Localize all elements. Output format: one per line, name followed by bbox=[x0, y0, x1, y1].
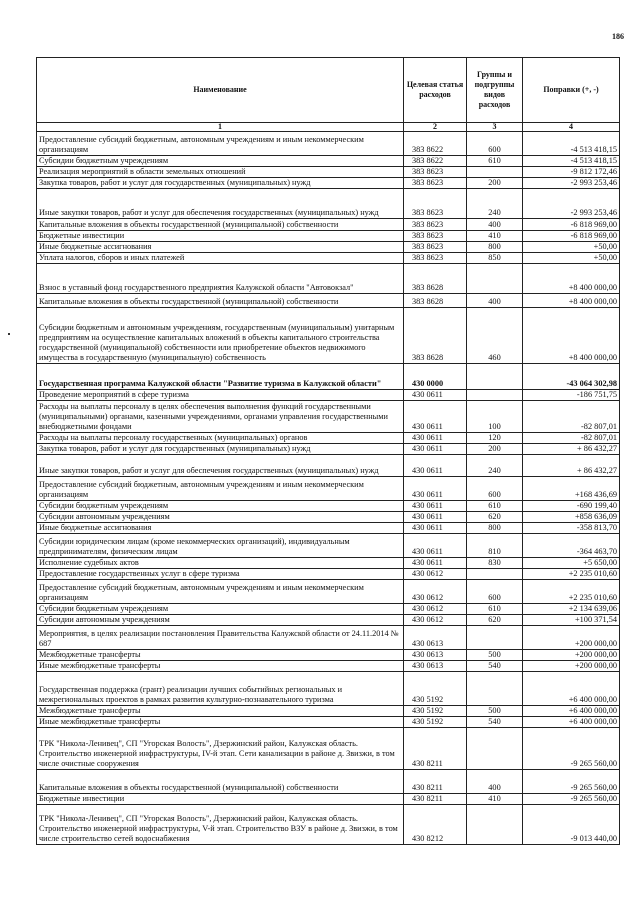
header-code: Целевая статья расходов bbox=[404, 58, 467, 123]
row-name-cell: Иные закупки товаров, работ и услуг для обеспечения государственных (муниципальных) нужд bbox=[37, 189, 404, 219]
row-group-cell bbox=[467, 390, 523, 401]
row-name-cell: ТРК "Никола-Ленивец", СП "Угорская Волость", Дзержинский район, Калужская область. Строительство инженерной инфраструктуры, IV-й этап. Сети канализации в районе д. Звизжи, в том числе очистные сооружения bbox=[37, 728, 404, 770]
row-code-cell: 430 8212 bbox=[404, 805, 467, 845]
row-name-cell: Уплата налогов, сборов и иных платежей bbox=[37, 253, 404, 264]
header-amendment: Поправки (+, -) bbox=[523, 58, 620, 123]
row-group-cell: 400 bbox=[467, 219, 523, 231]
row-name-cell: Предоставление субсидий бюджетным, автономным учреждениям и иным некоммерческим организациям bbox=[37, 477, 404, 501]
row-amount-cell: +50,00 bbox=[523, 253, 620, 264]
budget-amendments-table bbox=[36, 57, 620, 845]
table-row bbox=[37, 231, 620, 242]
row-group-cell bbox=[467, 569, 523, 580]
row-amount-cell: -43 064 302,98 bbox=[523, 364, 620, 390]
row-group-cell: 410 bbox=[467, 794, 523, 805]
table-row bbox=[37, 477, 620, 501]
row-code-cell: 430 0611 bbox=[404, 444, 467, 455]
header-name: Наименование bbox=[37, 58, 404, 123]
row-code-cell: 383 8623 bbox=[404, 253, 467, 264]
row-code-cell: 430 0000 bbox=[404, 364, 467, 390]
row-name-cell: Взнос в уставный фонд государственного предприятия Калужской области "Автовокзал" bbox=[37, 264, 404, 294]
row-amount-cell: -4 513 418,15 bbox=[523, 156, 620, 167]
row-group-cell: 400 bbox=[467, 770, 523, 794]
row-amount-cell: -9 013 440,00 bbox=[523, 805, 620, 845]
table-row bbox=[37, 717, 620, 728]
row-name-cell: Бюджетные инвестиции bbox=[37, 231, 404, 242]
row-code-cell: 430 0611 bbox=[404, 455, 467, 477]
row-group-cell: 240 bbox=[467, 189, 523, 219]
row-name-cell: Иные закупки товаров, работ и услуг для обеспечения государственных (муниципальных) нужд bbox=[37, 455, 404, 477]
row-amount-cell: -2 993 253,46 bbox=[523, 189, 620, 219]
table-row bbox=[37, 253, 620, 264]
table-row bbox=[37, 794, 620, 805]
row-amount-cell: +8 400 000,00 bbox=[523, 294, 620, 308]
stray-mark bbox=[8, 333, 10, 335]
row-code-cell: 383 8623 bbox=[404, 231, 467, 242]
table-row bbox=[37, 706, 620, 717]
table-row bbox=[37, 132, 620, 156]
row-code-cell: 383 8623 bbox=[404, 178, 467, 189]
row-group-cell: 610 bbox=[467, 604, 523, 615]
table-row bbox=[37, 650, 620, 661]
row-code-cell: 430 0612 bbox=[404, 580, 467, 604]
row-name-cell: Межбюджетные трансферты bbox=[37, 706, 404, 717]
row-amount-cell: -6 818 969,00 bbox=[523, 231, 620, 242]
row-group-cell: 850 bbox=[467, 253, 523, 264]
row-group-cell: 540 bbox=[467, 717, 523, 728]
row-code-cell: 430 5192 bbox=[404, 717, 467, 728]
row-group-cell: 410 bbox=[467, 231, 523, 242]
row-amount-cell: -9 812 172,46 bbox=[523, 167, 620, 178]
row-code-cell: 383 8628 bbox=[404, 308, 467, 364]
table-row bbox=[37, 308, 620, 364]
row-amount-cell: +2 134 639,06 bbox=[523, 604, 620, 615]
table-row bbox=[37, 294, 620, 308]
row-amount-cell: +50,00 bbox=[523, 242, 620, 253]
row-code-cell: 430 0613 bbox=[404, 650, 467, 661]
row-amount-cell: +200 000,00 bbox=[523, 650, 620, 661]
table-row bbox=[37, 401, 620, 433]
table-row bbox=[37, 615, 620, 626]
row-name-cell: Субсидии юридическим лицам (кроме некоммерческих организаций), индивидуальным предпринимателям, физическим лицам bbox=[37, 534, 404, 558]
row-amount-cell: +8 400 000,00 bbox=[523, 308, 620, 364]
row-code-cell: 430 5192 bbox=[404, 706, 467, 717]
row-amount-cell: + 86 432,27 bbox=[523, 455, 620, 477]
row-name-cell: ТРК "Никола-Ленивец", СП "Угорская Волость", Дзержинский район, Калужская область. Строительство инженерной инфраструктуры, V-й этап. Строительство ВЗУ в районе д. Звизжи, в том числе строительство сетей водоснабжения bbox=[37, 805, 404, 845]
row-code-cell: 383 8623 bbox=[404, 242, 467, 253]
row-group-cell: 800 bbox=[467, 242, 523, 253]
row-name-cell: Субсидии бюджетным учреждениям bbox=[37, 501, 404, 512]
row-code-cell: 383 8623 bbox=[404, 189, 467, 219]
row-group-cell bbox=[467, 167, 523, 178]
row-amount-cell: -358 813,70 bbox=[523, 523, 620, 534]
row-group-cell: 620 bbox=[467, 615, 523, 626]
table-row bbox=[37, 264, 620, 294]
row-group-cell bbox=[467, 728, 523, 770]
row-code-cell: 383 8628 bbox=[404, 264, 467, 294]
row-group-cell bbox=[467, 364, 523, 390]
row-name-cell: Закупка товаров, работ и услуг для государственных (муниципальных) нужд bbox=[37, 444, 404, 455]
row-group-cell bbox=[467, 672, 523, 706]
row-code-cell: 430 0612 bbox=[404, 569, 467, 580]
row-amount-cell: -82 807,01 bbox=[523, 401, 620, 433]
row-name-cell: Капитальные вложения в объекты государственной (муниципальной) собственности bbox=[37, 219, 404, 231]
row-name-cell: Межбюджетные трансферты bbox=[37, 650, 404, 661]
row-group-cell: 800 bbox=[467, 523, 523, 534]
row-name-cell: Предоставление государственных услуг в сфере туризма bbox=[37, 569, 404, 580]
row-code-cell: 430 0611 bbox=[404, 433, 467, 444]
table-row bbox=[37, 444, 620, 455]
row-name-cell: Бюджетные инвестиции bbox=[37, 794, 404, 805]
row-amount-cell: +6 400 000,00 bbox=[523, 672, 620, 706]
row-amount-cell: +100 371,54 bbox=[523, 615, 620, 626]
row-amount-cell: -9 265 560,00 bbox=[523, 728, 620, 770]
table-row bbox=[37, 569, 620, 580]
header-row bbox=[37, 58, 620, 123]
row-amount-cell: -364 463,70 bbox=[523, 534, 620, 558]
row-group-cell: 200 bbox=[467, 178, 523, 189]
table-row bbox=[37, 364, 620, 390]
table-row bbox=[37, 626, 620, 650]
row-code-cell: 430 5192 bbox=[404, 672, 467, 706]
row-name-cell: Субсидии автономным учреждениям bbox=[37, 512, 404, 523]
column-number: 3 bbox=[467, 123, 523, 132]
table-row bbox=[37, 242, 620, 253]
page-number: 186 bbox=[612, 32, 624, 41]
table-body bbox=[37, 132, 620, 845]
row-amount-cell: +8 400 000,00 bbox=[523, 264, 620, 294]
table-row bbox=[37, 390, 620, 401]
row-group-cell: 540 bbox=[467, 661, 523, 672]
table-row bbox=[37, 433, 620, 444]
row-name-cell: Субсидии бюджетным и автономным учреждениям, государственным (муниципальным) унитарным предприятиям на осуществление капитальных вложений в объекты капитального строительства государственной (муниципальной) собственности или приобретение объектов недвижимого имущества в государственную (муниципальную) собственность bbox=[37, 308, 404, 364]
row-group-cell: 620 bbox=[467, 512, 523, 523]
row-name-cell: Капитальные вложения в объекты государственной (муниципальной) собственности bbox=[37, 294, 404, 308]
row-group-cell: 460 bbox=[467, 308, 523, 364]
row-group-cell: 100 bbox=[467, 401, 523, 433]
row-code-cell: 430 0612 bbox=[404, 615, 467, 626]
row-name-cell: Иные бюджетные ассигнования bbox=[37, 242, 404, 253]
row-group-cell: 240 bbox=[467, 455, 523, 477]
row-name-cell: Предоставление субсидий бюджетным, автономным учреждениям и иным некоммерческим организациям bbox=[37, 132, 404, 156]
row-code-cell: 383 8623 bbox=[404, 219, 467, 231]
row-amount-cell: -6 818 969,00 bbox=[523, 219, 620, 231]
row-code-cell: 383 8628 bbox=[404, 294, 467, 308]
row-amount-cell: -9 265 560,00 bbox=[523, 770, 620, 794]
row-amount-cell: +858 636,09 bbox=[523, 512, 620, 523]
row-code-cell: 383 8623 bbox=[404, 167, 467, 178]
row-name-cell: Закупка товаров, работ и услуг для государственных (муниципальных) нужд bbox=[37, 178, 404, 189]
table-row bbox=[37, 534, 620, 558]
row-amount-cell: -186 751,75 bbox=[523, 390, 620, 401]
table-row bbox=[37, 728, 620, 770]
table-row bbox=[37, 189, 620, 219]
row-amount-cell: +168 436,69 bbox=[523, 477, 620, 501]
table-row bbox=[37, 558, 620, 569]
row-name-cell: Расходы на выплаты персоналу государственных (муниципальных) органов bbox=[37, 433, 404, 444]
row-name-cell: Реализация мероприятий в области земельных отношений bbox=[37, 167, 404, 178]
table-row bbox=[37, 770, 620, 794]
row-name-cell: Мероприятия, в целях реализации постановления Правительства Калужской области от 24.11.2014 № 687 bbox=[37, 626, 404, 650]
row-code-cell: 383 8622 bbox=[404, 132, 467, 156]
row-group-cell: 610 bbox=[467, 156, 523, 167]
table-row bbox=[37, 580, 620, 604]
row-amount-cell: -4 513 418,15 bbox=[523, 132, 620, 156]
header-group: Группы и подгруппы видов расходов bbox=[467, 58, 523, 123]
row-amount-cell: -690 199,40 bbox=[523, 501, 620, 512]
row-name-cell: Исполнение судебных актов bbox=[37, 558, 404, 569]
row-code-cell: 430 0612 bbox=[404, 604, 467, 615]
row-name-cell: Капитальные вложения в объекты государственной (муниципальной) собственности bbox=[37, 770, 404, 794]
row-amount-cell: +6 400 000,00 bbox=[523, 706, 620, 717]
row-code-cell: 430 0611 bbox=[404, 512, 467, 523]
row-name-cell: Предоставление субсидий бюджетным, автономным учреждениям и иным некоммерческим организациям bbox=[37, 580, 404, 604]
row-code-cell: 430 8211 bbox=[404, 794, 467, 805]
row-name-cell: Проведение мероприятий в сфере туризма bbox=[37, 390, 404, 401]
table-row bbox=[37, 805, 620, 845]
column-number: 1 bbox=[37, 123, 404, 132]
row-name-cell: Государственная программа Калужской области "Развитие туризма в Калужской области" bbox=[37, 364, 404, 390]
row-code-cell: 430 0611 bbox=[404, 477, 467, 501]
row-group-cell: 200 bbox=[467, 444, 523, 455]
row-name-cell: Государственная поддержка (грант) реализации лучших событийных региональных и межрегиональных проектов в рамках развития культурно-познавательного туризма bbox=[37, 672, 404, 706]
row-group-cell: 830 bbox=[467, 558, 523, 569]
row-group-cell: 120 bbox=[467, 433, 523, 444]
row-name-cell: Субсидии автономным учреждениям bbox=[37, 615, 404, 626]
table-row bbox=[37, 661, 620, 672]
row-amount-cell: -2 993 253,46 bbox=[523, 178, 620, 189]
row-code-cell: 430 0613 bbox=[404, 661, 467, 672]
row-amount-cell: +2 235 010,60 bbox=[523, 569, 620, 580]
row-amount-cell: +5 650,00 bbox=[523, 558, 620, 569]
row-group-cell: 810 bbox=[467, 534, 523, 558]
row-amount-cell: +6 400 000,00 bbox=[523, 717, 620, 728]
row-amount-cell: +2 235 010,60 bbox=[523, 580, 620, 604]
row-code-cell: 383 8622 bbox=[404, 156, 467, 167]
row-code-cell: 430 0611 bbox=[404, 501, 467, 512]
row-code-cell: 430 0611 bbox=[404, 534, 467, 558]
row-name-cell: Иные межбюджетные трансферты bbox=[37, 661, 404, 672]
row-name-cell: Расходы на выплаты персоналу в целях обеспечения выполнения функций государственными (муниципальными) органами, казенными учреждениями, органами управления государственными внебюджетными фондами bbox=[37, 401, 404, 433]
row-group-cell: 600 bbox=[467, 132, 523, 156]
table-row bbox=[37, 178, 620, 189]
row-group-cell: 600 bbox=[467, 580, 523, 604]
row-group-cell bbox=[467, 264, 523, 294]
row-group-cell: 500 bbox=[467, 650, 523, 661]
row-code-cell: 430 0613 bbox=[404, 626, 467, 650]
table-row bbox=[37, 604, 620, 615]
column-number: 4 bbox=[523, 123, 620, 132]
row-group-cell: 600 bbox=[467, 477, 523, 501]
row-name-cell: Иные бюджетные ассигнования bbox=[37, 523, 404, 534]
row-group-cell: 500 bbox=[467, 706, 523, 717]
column-number-row bbox=[37, 123, 620, 132]
row-code-cell: 430 8211 bbox=[404, 770, 467, 794]
row-name-cell: Субсидии бюджетным учреждениям bbox=[37, 604, 404, 615]
row-code-cell: 430 0611 bbox=[404, 401, 467, 433]
row-amount-cell: +200 000,00 bbox=[523, 626, 620, 650]
row-code-cell: 430 0611 bbox=[404, 558, 467, 569]
table-row bbox=[37, 219, 620, 231]
table-row bbox=[37, 512, 620, 523]
row-name-cell: Иные межбюджетные трансферты bbox=[37, 717, 404, 728]
row-code-cell: 430 0611 bbox=[404, 523, 467, 534]
column-number: 2 bbox=[404, 123, 467, 132]
table-row bbox=[37, 455, 620, 477]
row-amount-cell: -82 807,01 bbox=[523, 433, 620, 444]
table-row bbox=[37, 501, 620, 512]
row-code-cell: 430 8211 bbox=[404, 728, 467, 770]
table-row bbox=[37, 523, 620, 534]
table-row bbox=[37, 672, 620, 706]
row-group-cell bbox=[467, 805, 523, 845]
row-code-cell: 430 0611 bbox=[404, 390, 467, 401]
row-group-cell: 610 bbox=[467, 501, 523, 512]
row-amount-cell: -9 265 560,00 bbox=[523, 794, 620, 805]
row-group-cell: 400 bbox=[467, 294, 523, 308]
table-row bbox=[37, 167, 620, 178]
row-name-cell: Субсидии бюджетным учреждениям bbox=[37, 156, 404, 167]
row-amount-cell: + 86 432,27 bbox=[523, 444, 620, 455]
row-amount-cell: +200 000,00 bbox=[523, 661, 620, 672]
table-row bbox=[37, 156, 620, 167]
row-group-cell bbox=[467, 626, 523, 650]
